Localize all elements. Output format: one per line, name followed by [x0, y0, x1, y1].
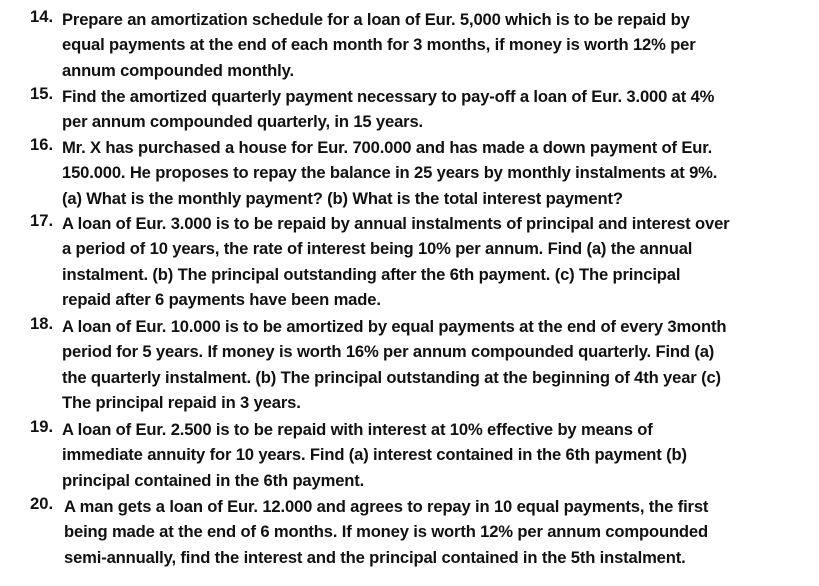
problem-number: 20. — [30, 494, 54, 513]
text-line: equal payments at the end of each month for 3 months, if money is worth 12% per — [62, 35, 696, 55]
text-line: immediate annuity for 10 years. Find (a) interest contained in the 6th payment (b) — [62, 445, 687, 465]
problem-text — [62, 314, 812, 416]
text-line: (a) What is the monthly payment? (b) What is the total interest payment? — [62, 188, 623, 208]
problem-text — [62, 84, 812, 135]
problem-text — [62, 417, 812, 493]
problem-number: 19. — [30, 417, 54, 436]
text-line: a period of 10 years, the rate of interest being 10% per annum. Find (a) the annual — [62, 239, 693, 259]
text-line: A loan of Eur. 10.000 is to be amortized by equal payments at the end of every 3month — [62, 317, 727, 336]
problem-number: 16. — [30, 135, 54, 154]
text-line: Find the amortized quarterly payment necessary to pay-off a loan of Eur. 3.000 at 4% — [62, 87, 715, 106]
text-line: instalment. (b) The principal outstanding after the 6th payment. (c) The principal — [62, 264, 681, 284]
problem-number: 18. — [30, 314, 54, 333]
problem-text — [62, 135, 812, 211]
problem-text — [64, 494, 814, 570]
text-line: The principal repaid in 3 years. — [62, 393, 301, 413]
text-line: A loan of Eur. 2.500 is to be repaid with interest at 10% effective by means of — [62, 420, 653, 439]
problem-text — [62, 7, 812, 83]
text-line: A man gets a loan of Eur. 12.000 and agrees to repay in 10 equal payments, the first — [64, 497, 709, 516]
text-line: annum compounded monthly. — [62, 60, 294, 80]
text-line: Mr. X has purchased a house for Eur. 700.000 and has made a down payment of Eur. — [62, 138, 713, 157]
text-line: A loan of Eur. 3.000 is to be repaid by annual instalments of principal and interest over — [62, 214, 730, 233]
text-line: being made at the end of 6 months. If money is worth 12% per annum compounded — [64, 522, 708, 542]
problem-number: 17. — [30, 211, 54, 230]
text-line: 150.000. He proposes to repay the balance in 25 years by monthly instalments at 9%. — [62, 163, 718, 183]
text-line: repaid after 6 payments have been made. — [62, 290, 381, 310]
text-line: principal contained in the 6th payment. — [62, 470, 365, 490]
text-line: semi-annually, find the interest and the principal contained in the 5th instalment. — [64, 547, 686, 567]
problem-text — [62, 211, 812, 313]
text-line: period for 5 years. If money is worth 16% per annum compounded quarterly. Find (a) — [62, 342, 715, 362]
text-line: per annum compounded quarterly, in 15 years. — [62, 112, 424, 132]
text-line: Prepare an amortization schedule for a loan of Eur. 5,000 which is to be repaid by — [62, 10, 690, 29]
problem-number: 14. — [30, 7, 54, 26]
text-line: the quarterly instalment. (b) The principal outstanding at the beginning of 4th year (c) — [62, 367, 721, 387]
problem-number: 15. — [30, 84, 54, 103]
